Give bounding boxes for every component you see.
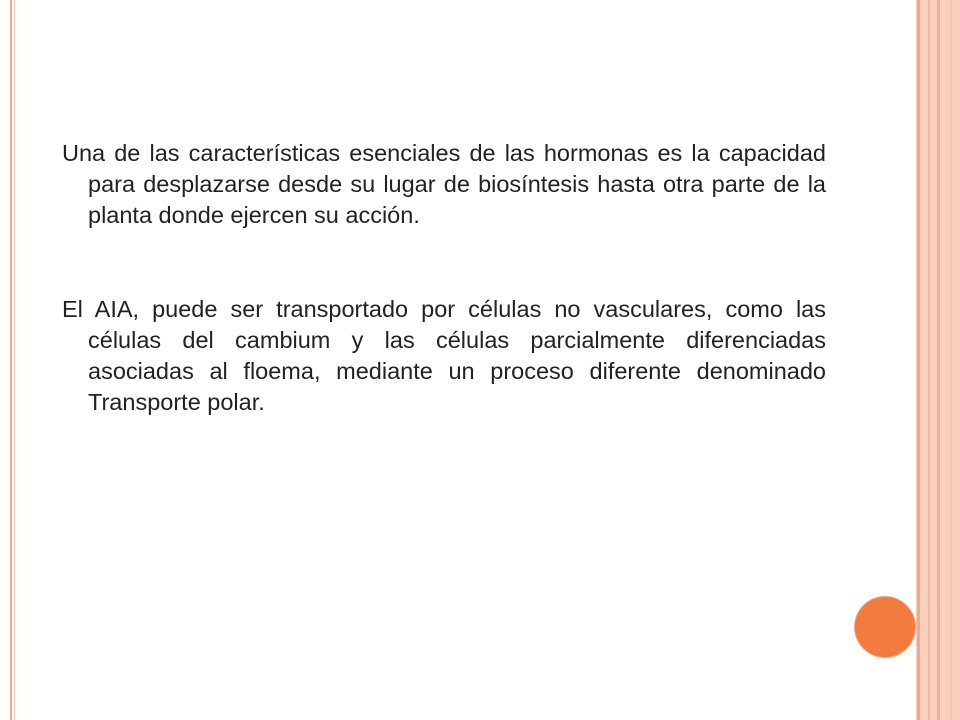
paragraph-aia-polar-transport: El AIA, puede ser transportado por células no vasculares, como las células del cambium y las células parcialmente diferenciadas asociadas al floema, mediante un proceso diferente denominado Transporte polar. (62, 296, 826, 415)
paragraph-hormone-transport: Una de las características esenciales de las hormonas es la capacidad para desplazarse desde su lugar de biosíntesis hasta otra parte de la planta donde ejercen su acción. (62, 140, 826, 228)
left-frame-line (10, 0, 12, 720)
right-stripe (937, 0, 940, 720)
right-stripe (917, 0, 920, 720)
left-frame-line-inner (14, 0, 15, 720)
right-stripe (950, 0, 952, 720)
orange-circle-decoration (855, 597, 915, 657)
slide-body (62, 138, 826, 418)
right-stripe (928, 0, 930, 720)
